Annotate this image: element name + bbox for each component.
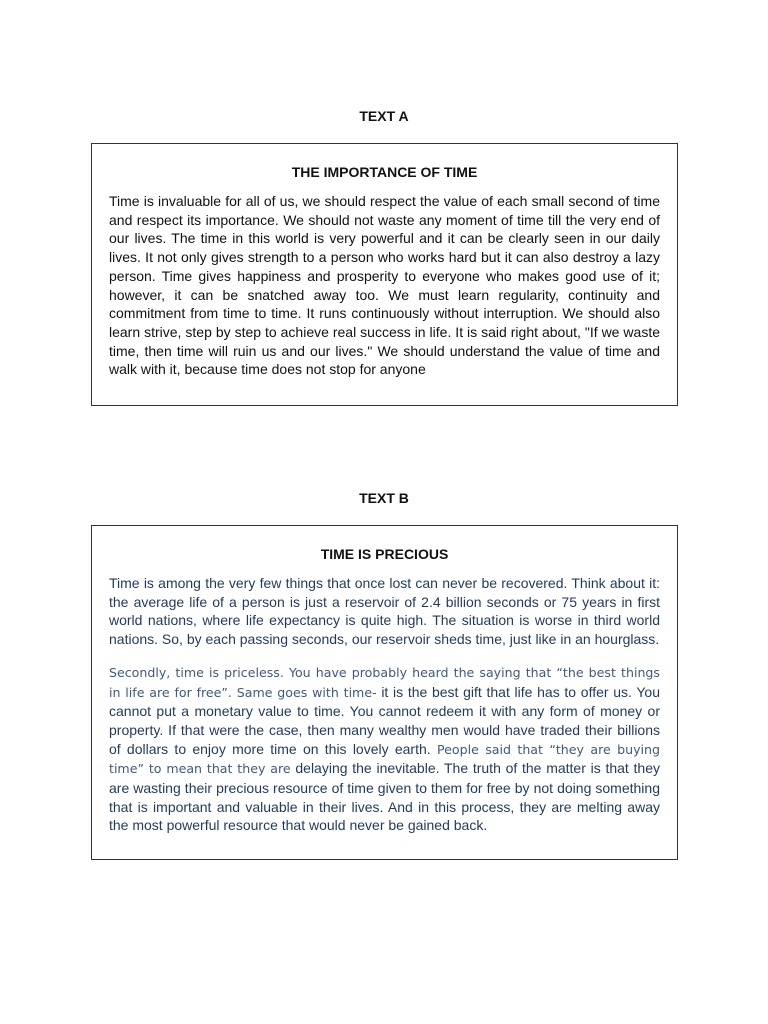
text-a-box: [91, 143, 678, 406]
text-b-paragraph-2-end: delaying the inevitable. The truth of the matter is that they are wasting their precious resource of time given to them for free by not doing something that is important and valuable in their lives. And in this process, they are melting away the most powerful resource that would never be gained back.: [109, 760, 660, 834]
text-b-label: TEXT B: [359, 490, 409, 506]
text-b-paragraph-1: Time is among the very few things that once lost can never be recovered. Think about it: the average life of a person is just a reservoir of 2.4 billion seconds or 75 years in first world nations, where life expectancy is quite high. The situation is worse in third world nations. So, by each passing seconds, our reservoir sheds time, just like in an hourglass.: [109, 575, 660, 648]
text-b-box: [91, 525, 678, 860]
text-b-paragraph-2-light: Secondly, time is priceless. You have probably heard the saying that “the best things in life are for free”. Same goes with time-: [109, 664, 660, 700]
text-b-title: TIME IS PRECIOUS: [320, 546, 449, 562]
text-b-paragraph-2-main: it is the best gift that life has to offer us. You cannot put a monetary value to time. You cannot redeem it with any form of money or property. If that were the case, then many wealthy men would have traded their billions of dollars to enjoy more time on this lovely earth.: [109, 683, 660, 757]
text-a-title: THE IMPORTANCE OF TIME: [291, 164, 478, 180]
text-b-paragraph-2: [109, 663, 660, 835]
text-a-paragraph: Time is invaluable for all of us, we should respect the value of each small second of time and respect its importance. We should not waste any moment of time till the very end of our lives. The time in this world is very powerful and it can be clearly seen in our daily lives. It not only gives strength to a person who works hard but it can also destroy a lazy person. Time gives happiness and prosperity to everyone who makes good use of it; however, it can be snatched away too. We must learn regularity, continuity and commitment from time to time. It runs continuously without interruption. We should also learn strive, step by step to achieve real success in life. It is said right about, "If we waste time, then time will ruin us and our lives." We should understand the value of time and walk with it, because time does not stop for anyone: [109, 193, 660, 378]
text-a-label: TEXT A: [359, 108, 409, 124]
text-b-paragraph-2-light-2: People said that “they are buying time” to mean that they are: [109, 741, 660, 777]
